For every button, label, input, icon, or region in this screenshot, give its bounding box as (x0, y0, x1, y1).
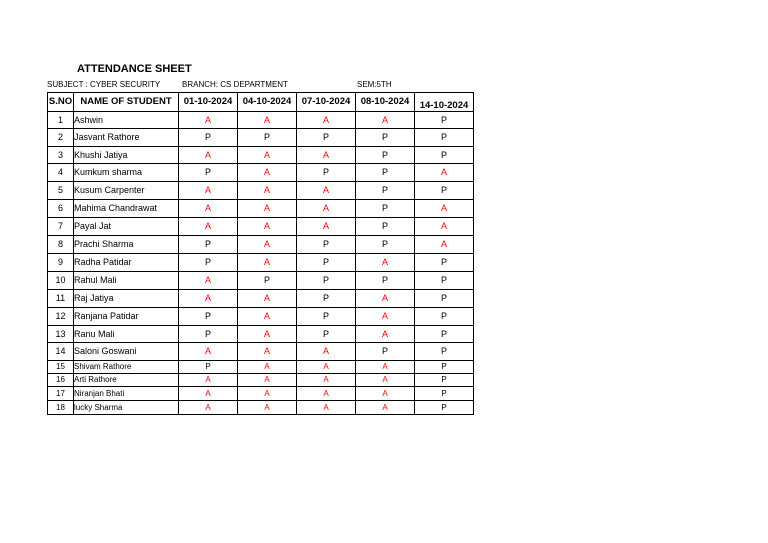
attendance-mark: A (356, 387, 415, 401)
student-name: Prachi Sharma (74, 236, 179, 254)
attendance-mark: A (297, 387, 356, 401)
attendance-mark: P (179, 236, 238, 254)
attendance-mark: P (297, 236, 356, 254)
attendance-mark: P (297, 290, 356, 308)
table-row (48, 361, 474, 374)
attendance-mark: P (356, 129, 415, 147)
attendance-mark: A (238, 164, 297, 182)
table-body (48, 112, 474, 415)
student-name: Ashwin (74, 112, 179, 129)
subject-label: SUBJECT : CYBER SECURITY (47, 80, 161, 89)
row-sno: 12 (48, 308, 74, 326)
attendance-mark: A (179, 290, 238, 308)
attendance-mark: P (297, 308, 356, 326)
attendance-mark: A (179, 112, 238, 129)
attendance-mark: P (415, 343, 474, 361)
attendance-mark: A (415, 164, 474, 182)
table-row (48, 326, 474, 343)
student-name: Payal Jat (74, 218, 179, 236)
row-sno: 15 (48, 361, 74, 374)
student-name: Mahima Chandrawat (74, 200, 179, 218)
attendance-mark: A (238, 112, 297, 129)
branch-label: BRANCH: CS DEPARTMENT (182, 80, 288, 89)
attendance-mark: A (356, 112, 415, 129)
attendance-mark: A (238, 401, 297, 415)
row-sno: 3 (48, 147, 74, 164)
student-name: lucky Sharma (74, 401, 179, 415)
attendance-mark: A (238, 254, 297, 272)
attendance-mark: P (415, 182, 474, 200)
row-sno: 9 (48, 254, 74, 272)
student-name: Niranjan Bhati (74, 387, 179, 401)
header-date: 14-10-2024 (415, 93, 474, 112)
attendance-mark: A (238, 374, 297, 387)
attendance-mark: P (297, 326, 356, 343)
attendance-mark: P (415, 401, 474, 415)
attendance-mark: P (415, 374, 474, 387)
student-name: Radha Patidar (74, 254, 179, 272)
student-name: Raj Jatiya (74, 290, 179, 308)
attendance-mark: P (297, 254, 356, 272)
attendance-mark: A (297, 374, 356, 387)
table-row (48, 401, 474, 415)
attendance-mark: P (415, 361, 474, 374)
student-name: Arti Rathore (74, 374, 179, 387)
attendance-mark: P (356, 343, 415, 361)
attendance-mark: P (179, 129, 238, 147)
attendance-mark: P (415, 308, 474, 326)
row-sno: 8 (48, 236, 74, 254)
attendance-mark: P (238, 129, 297, 147)
table-row (48, 164, 474, 182)
table-row (48, 129, 474, 147)
attendance-mark: P (179, 326, 238, 343)
row-sno: 7 (48, 218, 74, 236)
table-row (48, 112, 474, 129)
attendance-mark: A (356, 401, 415, 415)
row-sno: 13 (48, 326, 74, 343)
attendance-mark: P (356, 236, 415, 254)
table-row (48, 200, 474, 218)
student-name: Rahul Mali (74, 272, 179, 290)
student-name: Ranu Mali (74, 326, 179, 343)
attendance-mark: P (297, 272, 356, 290)
attendance-mark: P (415, 129, 474, 147)
attendance-mark: A (179, 218, 238, 236)
attendance-mark: P (356, 164, 415, 182)
table-row (48, 236, 474, 254)
attendance-mark: A (415, 218, 474, 236)
student-name: Kusum Carpenter (74, 182, 179, 200)
row-sno: 6 (48, 200, 74, 218)
sheet-title: ATTENDANCE SHEET (77, 63, 192, 75)
attendance-mark: P (356, 272, 415, 290)
attendance-mark: P (415, 290, 474, 308)
attendance-mark: A (415, 236, 474, 254)
row-sno: 14 (48, 343, 74, 361)
attendance-mark: A (356, 308, 415, 326)
attendance-mark: A (238, 308, 297, 326)
attendance-mark: A (356, 326, 415, 343)
row-sno: 10 (48, 272, 74, 290)
attendance-mark: P (415, 254, 474, 272)
student-name: Saloni Goswani (74, 343, 179, 361)
attendance-mark: A (297, 200, 356, 218)
attendance-mark: A (356, 361, 415, 374)
attendance-mark: A (238, 200, 297, 218)
attendance-mark: A (179, 182, 238, 200)
row-sno: 2 (48, 129, 74, 147)
attendance-mark: A (238, 387, 297, 401)
attendance-mark: P (356, 147, 415, 164)
attendance-mark: P (179, 308, 238, 326)
table-row (48, 218, 474, 236)
attendance-mark: A (415, 200, 474, 218)
attendance-mark: A (238, 147, 297, 164)
attendance-mark: A (356, 374, 415, 387)
table-row (48, 343, 474, 361)
student-name: Shivam Rathore (74, 361, 179, 374)
table-row (48, 182, 474, 200)
attendance-mark: A (179, 374, 238, 387)
table-row (48, 147, 474, 164)
attendance-mark: A (297, 147, 356, 164)
attendance-mark: A (297, 112, 356, 129)
attendance-mark: P (179, 254, 238, 272)
attendance-mark: P (238, 272, 297, 290)
attendance-mark: A (356, 290, 415, 308)
semester-label: SEM:5TH (357, 80, 392, 89)
header-row (48, 93, 474, 112)
attendance-table (47, 92, 474, 415)
row-sno: 17 (48, 387, 74, 401)
header-sno: S.NO (48, 93, 74, 112)
attendance-mark: P (415, 387, 474, 401)
attendance-mark: A (238, 290, 297, 308)
attendance-mark: P (356, 182, 415, 200)
row-sno: 18 (48, 401, 74, 415)
attendance-mark: A (238, 343, 297, 361)
attendance-mark: A (179, 401, 238, 415)
attendance-mark: A (297, 182, 356, 200)
attendance-mark: P (356, 200, 415, 218)
header-date: 01-10-2024 (179, 93, 238, 112)
header-date: 04-10-2024 (238, 93, 297, 112)
attendance-mark: P (356, 218, 415, 236)
attendance-mark: A (297, 401, 356, 415)
attendance-mark: A (238, 361, 297, 374)
row-sno: 1 (48, 112, 74, 129)
table-row (48, 387, 474, 401)
attendance-mark: A (179, 272, 238, 290)
attendance-mark: P (415, 272, 474, 290)
student-name: Ranjana Patidar (74, 308, 179, 326)
row-sno: 4 (48, 164, 74, 182)
student-name: Jasvant Rathore (74, 129, 179, 147)
attendance-mark: P (179, 361, 238, 374)
table-row (48, 374, 474, 387)
attendance-mark: A (179, 387, 238, 401)
table-row (48, 290, 474, 308)
row-sno: 5 (48, 182, 74, 200)
attendance-mark: A (238, 218, 297, 236)
attendance-mark: P (297, 164, 356, 182)
header-date: 07-10-2024 (297, 93, 356, 112)
header-date: 08-10-2024 (356, 93, 415, 112)
attendance-mark: P (297, 129, 356, 147)
attendance-mark: P (415, 147, 474, 164)
attendance-mark: A (238, 236, 297, 254)
attendance-mark: A (238, 326, 297, 343)
row-sno: 16 (48, 374, 74, 387)
attendance-mark: A (297, 343, 356, 361)
table-row (48, 254, 474, 272)
attendance-mark: A (238, 182, 297, 200)
header-name: NAME OF STUDENT (74, 93, 179, 112)
attendance-mark: A (297, 361, 356, 374)
attendance-mark: A (179, 147, 238, 164)
row-sno: 11 (48, 290, 74, 308)
attendance-mark: A (297, 218, 356, 236)
attendance-mark: A (179, 343, 238, 361)
attendance-mark: P (179, 164, 238, 182)
student-name: Kumkum sharma (74, 164, 179, 182)
table-row (48, 308, 474, 326)
student-name: Khushi Jatiya (74, 147, 179, 164)
attendance-mark: A (356, 254, 415, 272)
attendance-mark: P (415, 112, 474, 129)
attendance-mark: P (415, 326, 474, 343)
attendance-mark: A (179, 200, 238, 218)
table-row (48, 272, 474, 290)
